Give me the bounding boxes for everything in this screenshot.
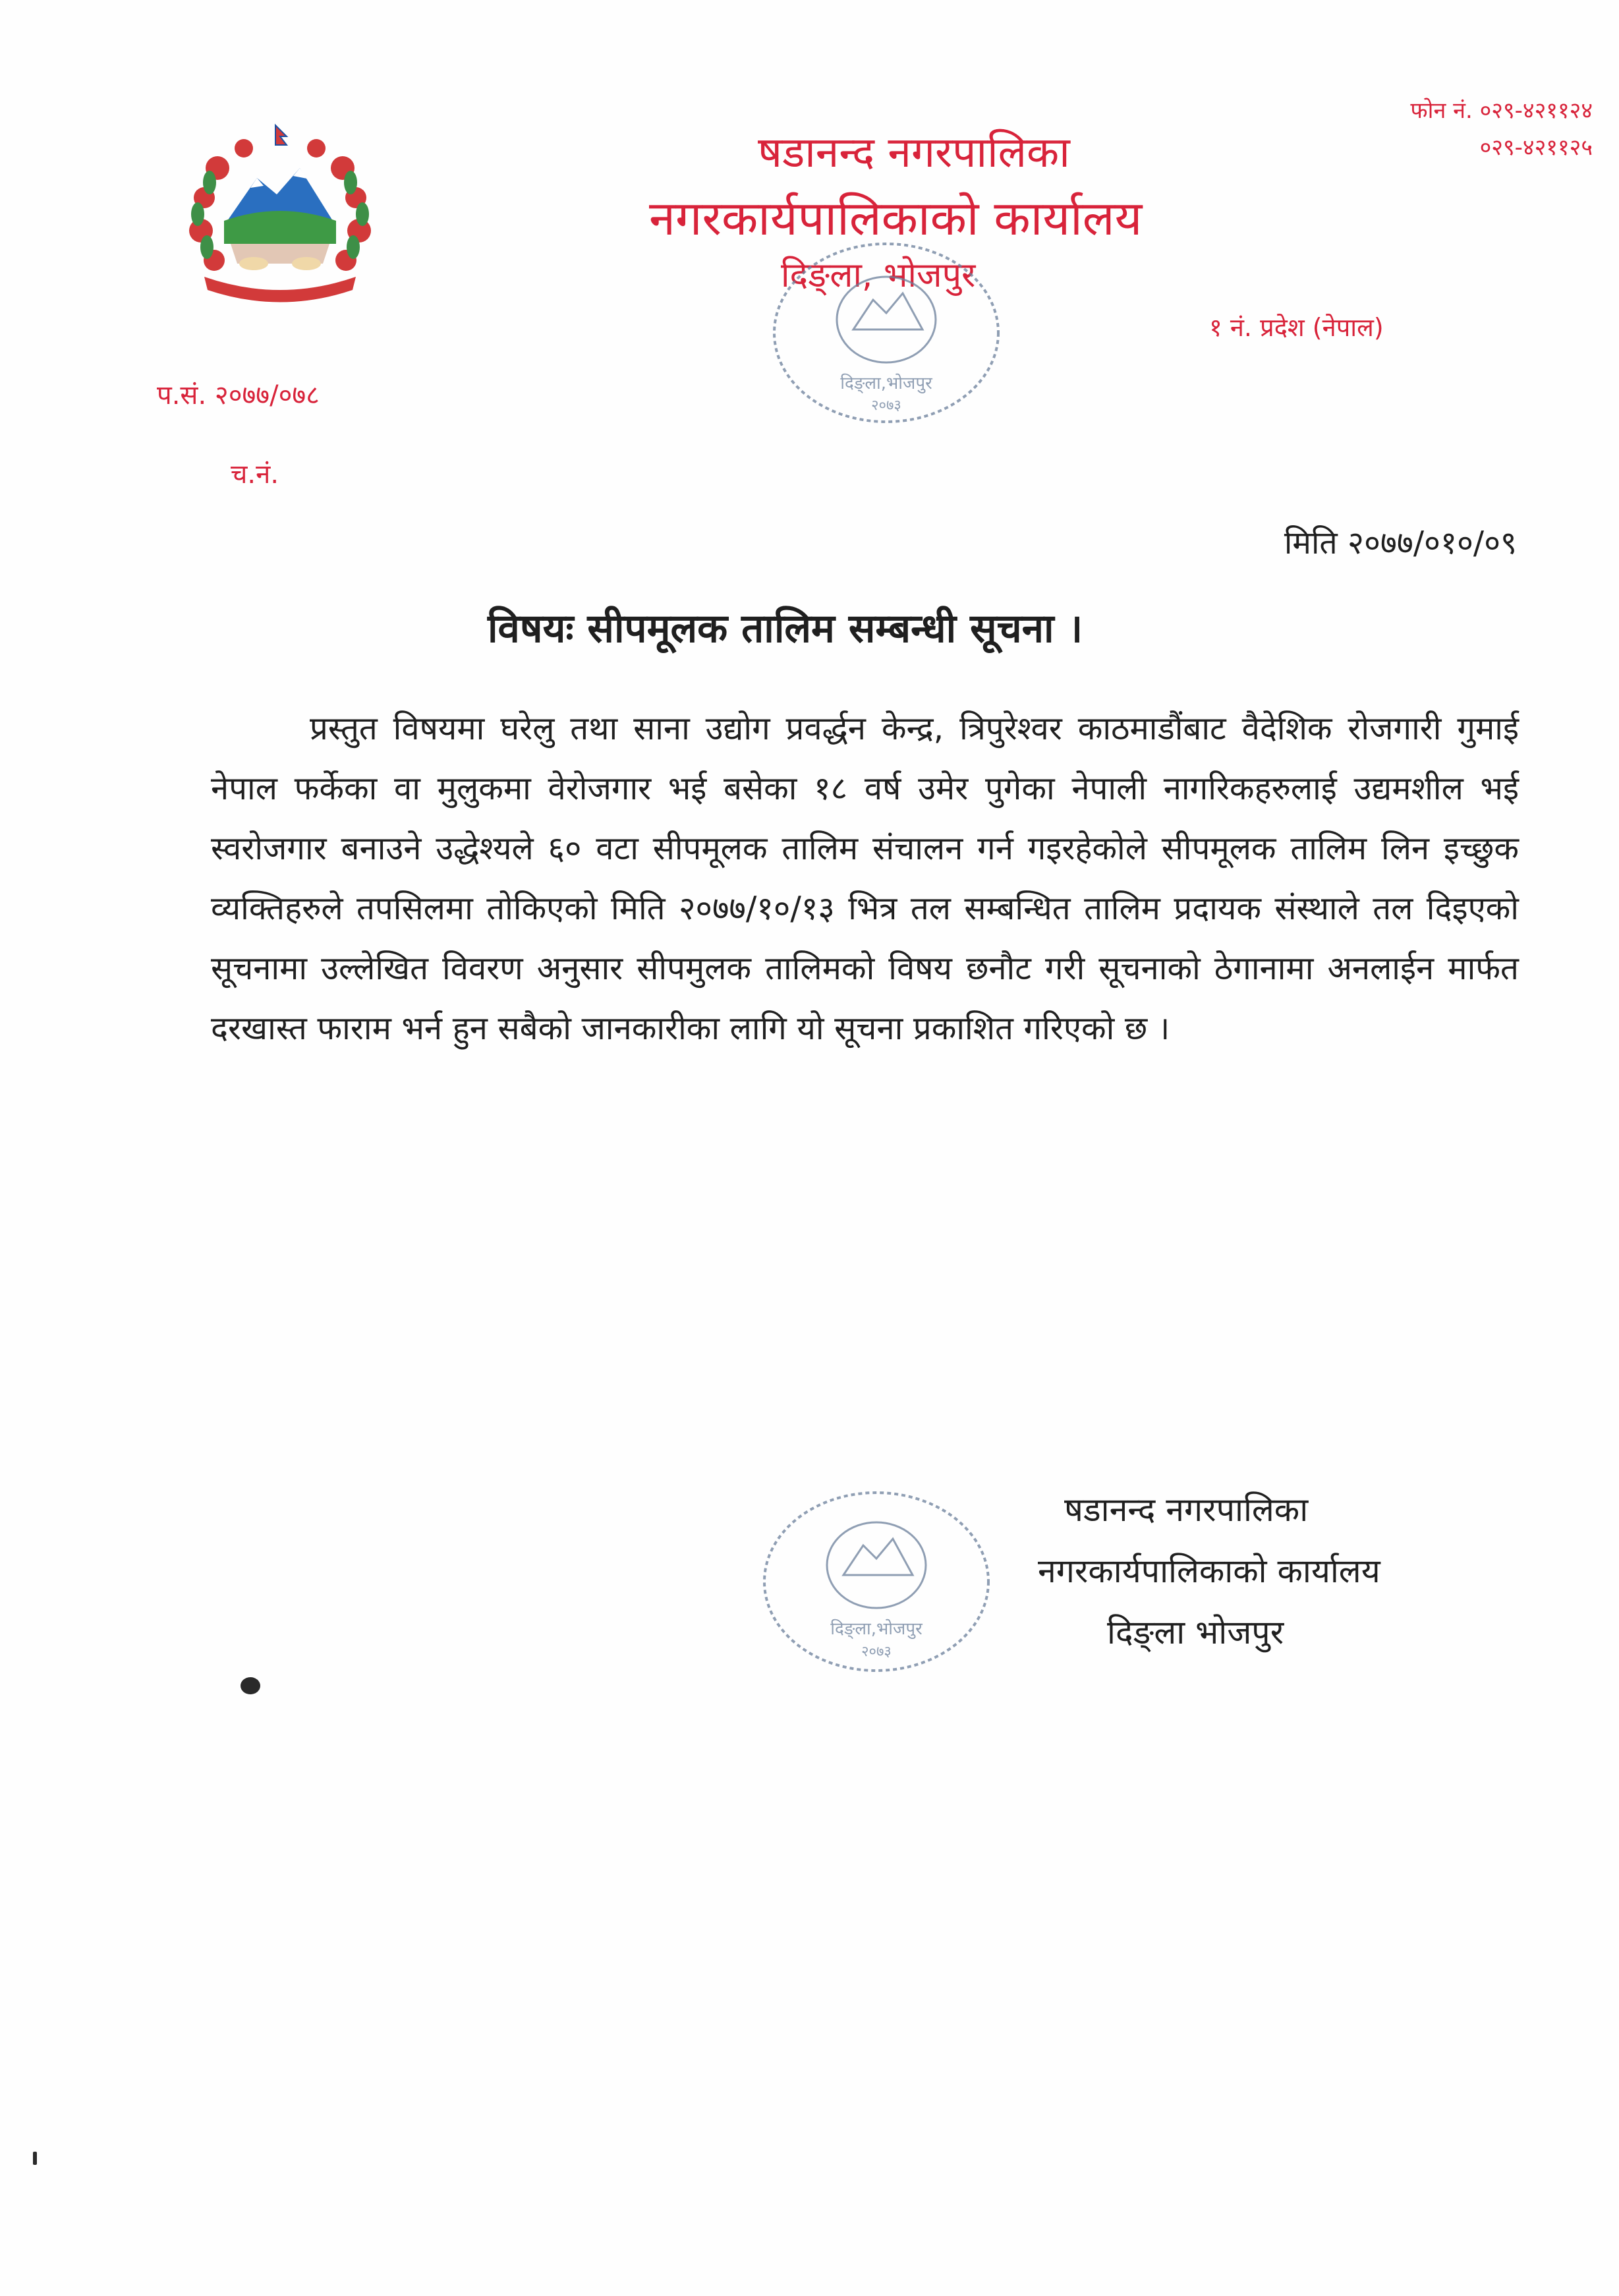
phone-number-1: फोन नं. ०२९-४२११२४ [1410, 98, 1593, 124]
letterhead-address: दिङ्ला, भोजपुर [781, 256, 976, 295]
office-seal-icon [758, 1486, 995, 1677]
scan-speck [241, 1677, 260, 1694]
stamp-year-text: २०७३ [861, 1644, 892, 1660]
nepal-emblem-icon [178, 122, 382, 310]
notice-date: मिति २०७७/०१०/०९ [1284, 525, 1517, 561]
stamp-year-text: २०७३ [871, 397, 901, 414]
signature-municipality: षडानन्द नगरपालिका [1064, 1491, 1309, 1529]
notice-body: प्रस्तुत विषयमा घरेलु तथा साना उद्योग प्रवर्द्धन केन्द्र, त्रिपुरेश्वर काठमाडौंबाट वैदेशिक रोजगारी गुमाई नेपाल फर्केका वा मुलुकमा वेरोजगार भई बसेका १८ वर्ष उमेर पुगेका नेपाली नागरिकहरुलाई उद्यमशील भई स्वरोजगार बनाउने उद्धेश्यले ६० वटा सीपमूलक तालिम संचालन गर्न गइरहेकोले सीपमूलक तालिम लिन इच्छुक व्यक्तिहरुले तपसिलमा तोकिएको मिति २०७७/१०/१३ भित्र तल सम्बन्धित तालिम प्रदायक संस्थाले तल दिइएको सूचनामा उल्लेखित विवरण अनुसार सीपमुलक तालिमको विषय छनौट गरी सूचनाको ठेगानामा अनलाईन मार्फत दरखास्त फाराम भर्न हुन सबैको जानकारीका लागि यो सूचना प्रकाशित गरिएको छ । [211, 710, 1520, 1047]
letterhead-office: नगरकार्यपालिकाको कार्यालय [649, 190, 1143, 246]
scan-speck [33, 2152, 37, 2165]
stamp-place-text: दिङ्ला,भोजपुर [840, 374, 932, 393]
signature-block [1038, 1479, 1380, 1663]
office-seal-icon [768, 237, 1005, 428]
letterhead-municipality: षडानन्द नगरपालिका [758, 129, 1070, 177]
phone-number-2: ०२९-४२११२५ [1479, 134, 1593, 161]
stamp-place-text: दिङ्ला,भोजपुर [830, 1619, 923, 1639]
signature-office: नगरकार्यपालिकाको कार्यालय [1038, 1552, 1380, 1590]
notice-subject: विषयः सीपमूलक तालिम सम्बन्धी सूचना । [488, 606, 1083, 652]
reference-dispatch-no: च.नं. [231, 459, 279, 490]
reference-fiscal-year: प.सं. २०७७/०७८ [157, 380, 320, 411]
letterhead-province: १ नं. प्रदेश (नेपाल) [1209, 313, 1384, 342]
letterhead-phone [1410, 92, 1593, 166]
signature-address: दिङ्ला भोजपुर [1107, 1613, 1284, 1651]
